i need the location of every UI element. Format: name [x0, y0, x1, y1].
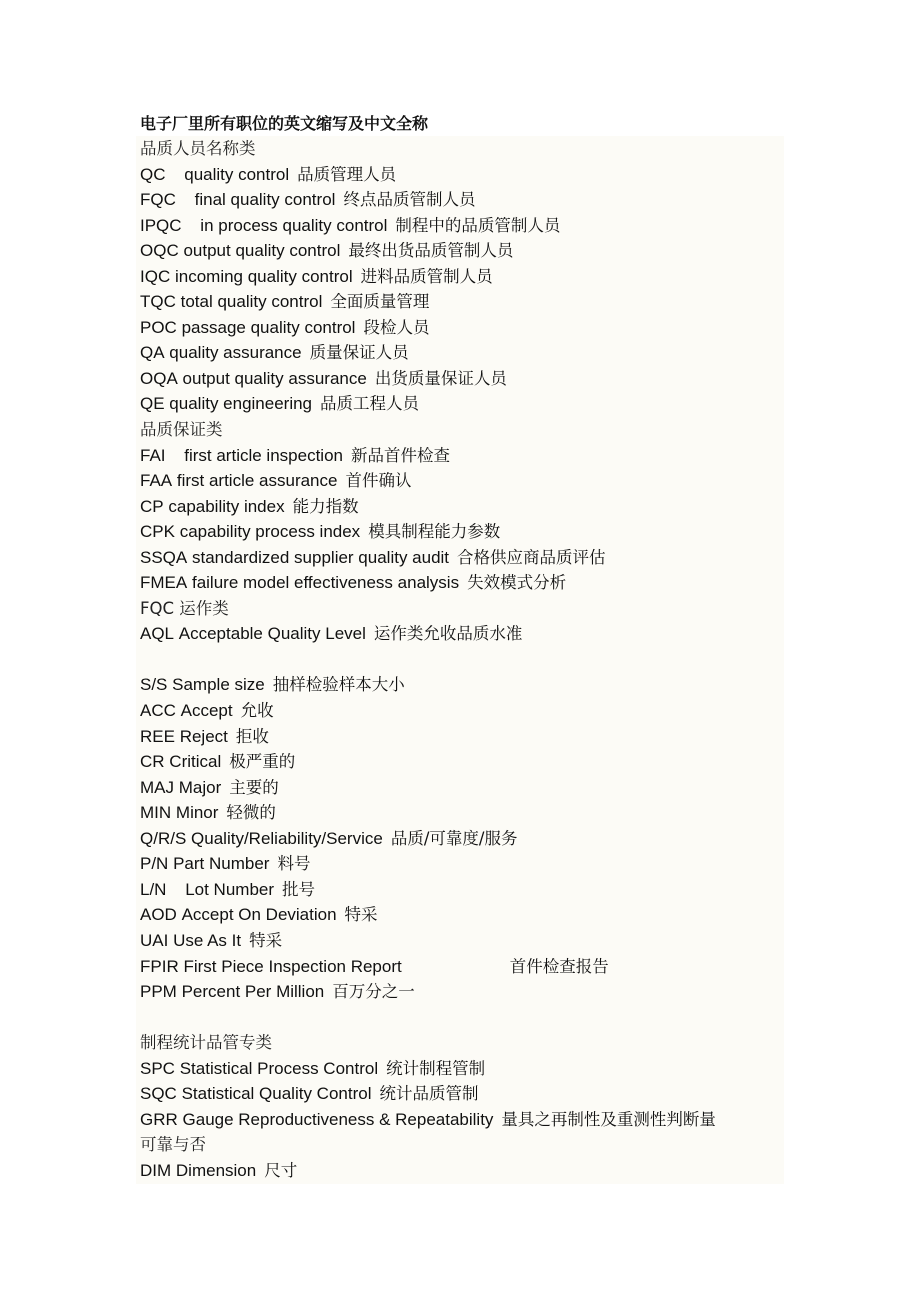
glossary-entry — [140, 851, 782, 877]
glossary-entry — [140, 570, 782, 596]
entry-abbreviation: QE — [140, 394, 165, 414]
entry-chinese: 制程中的品质管制人员 — [395, 215, 561, 235]
glossary-entry — [140, 213, 782, 239]
entry-english: quality engineering — [169, 394, 313, 414]
glossary-entry — [140, 1056, 782, 1082]
glossary-entry — [140, 877, 782, 903]
entry-english: Statistical Process Control — [179, 1058, 379, 1078]
glossary-entry — [140, 187, 782, 213]
entry-abbreviation: Q/R/S — [140, 828, 187, 848]
glossary-entry — [140, 1158, 782, 1184]
entry-english: Use As It — [173, 930, 242, 950]
entry-chinese: 抽样检验样本大小 — [272, 675, 405, 695]
entry-abbreviation: CP — [140, 496, 164, 516]
entry-chinese: 段检人员 — [363, 317, 430, 337]
entry-chinese: 出货质量保证人员 — [374, 368, 507, 388]
glossary-entry — [140, 238, 782, 264]
entry-chinese: 品质管理人员 — [297, 164, 397, 184]
entry-english: Dimension — [175, 1160, 257, 1180]
entry-english: first article inspection — [184, 445, 343, 465]
entry-english: Quality/Reliability/Service — [191, 828, 383, 848]
entry-english: incoming quality control — [174, 266, 353, 286]
entry-abbreviation: AOD — [140, 905, 177, 925]
entry-english: First Piece Inspection Report — [183, 956, 402, 976]
section-heading: 制程统计品管专类 — [140, 1033, 272, 1053]
entry-abbreviation: ACC — [140, 701, 176, 721]
entry-chinese: 首件检查报告 — [509, 956, 609, 976]
entry-chinese: 特采 — [249, 930, 283, 950]
entry-abbreviation: TQC — [140, 292, 176, 312]
entry-english: first article assurance — [176, 471, 338, 491]
entry-abbreviation: MIN — [140, 803, 172, 823]
entry-english: Sample size — [172, 675, 265, 695]
entry-english: Minor — [175, 803, 219, 823]
section-heading: FQC 运作类 — [140, 598, 229, 618]
glossary-entry — [140, 698, 782, 724]
entry-abbreviation: SPC — [140, 1058, 175, 1078]
entry-abbreviation: L/N — [140, 879, 167, 899]
entry-abbreviation: OQC — [140, 241, 179, 261]
entry-english: Reject — [179, 726, 228, 746]
glossary-entry — [140, 315, 782, 341]
entry-chinese: 品质/可靠度/服务 — [390, 828, 518, 848]
entry-english: Lot Number — [185, 879, 275, 899]
entry-chinese: 主要的 — [229, 777, 279, 797]
entry-abbreviation: IQC — [140, 266, 171, 286]
glossary-entry — [140, 519, 782, 545]
entry-english: output quality control — [183, 241, 341, 261]
entry-english: Statistical Quality Control — [181, 1084, 372, 1104]
entry-chinese: 终点品质管制人员 — [343, 190, 476, 210]
entry-abbreviation: REE — [140, 726, 175, 746]
entry-abbreviation: FAI — [140, 445, 166, 465]
entry-abbreviation: IPQC — [140, 215, 182, 235]
entry-english: Gauge Reproductiveness & Repeatability — [182, 1109, 494, 1129]
entry-chinese: 统计制程管制 — [386, 1058, 486, 1078]
entry-english: Acceptable Quality Level — [178, 624, 366, 644]
blank-line — [140, 1005, 782, 1031]
entry-chinese: 百万分之一 — [332, 982, 415, 1002]
entry-abbreviation: QA — [140, 343, 165, 363]
glossary-entry — [140, 902, 782, 928]
entry-english: passage quality control — [181, 317, 356, 337]
entry-abbreviation: PPM — [140, 982, 177, 1002]
glossary-entry — [140, 621, 782, 647]
glossary-entry — [140, 749, 782, 775]
entry-chinese: 模具制程能力参数 — [368, 522, 501, 542]
entry-english: Part Number — [173, 854, 270, 874]
entry-chinese: 运作类允收品质水准 — [373, 624, 523, 644]
entry-chinese: 极严重的 — [229, 752, 296, 772]
glossary-entry — [140, 928, 782, 954]
section-heading: 品质保证类 — [140, 420, 223, 440]
glossary-entry — [140, 724, 782, 750]
entry-chinese: 统计品质管制 — [379, 1084, 479, 1104]
entry-abbreviation: P/N — [140, 854, 169, 874]
entry-english: Accept — [180, 701, 233, 721]
entry-english: final quality control — [194, 190, 336, 210]
entry-english: Percent Per Million — [181, 982, 325, 1002]
entry-chinese: 能力指数 — [292, 496, 359, 516]
entry-chinese: 量具之再制性及重测性判断量 — [501, 1109, 716, 1129]
entry-chinese: 质量保证人员 — [309, 343, 409, 363]
entry-english: output quality assurance — [182, 368, 367, 388]
entry-abbreviation: UAI — [140, 930, 169, 950]
glossary-entry — [140, 954, 782, 980]
entry-chinese: 最终出货品质管制人员 — [348, 241, 514, 261]
entry-abbreviation: OQA — [140, 368, 178, 388]
entry-abbreviation: CR — [140, 752, 165, 772]
entry-chinese: 拒收 — [235, 726, 269, 746]
entry-abbreviation: POC — [140, 317, 177, 337]
entry-abbreviation: CPK — [140, 522, 175, 542]
entry-chinese: 批号 — [282, 879, 316, 899]
entry-english: quality control — [184, 164, 290, 184]
entry-abbreviation: MAJ — [140, 777, 174, 797]
entry-chinese: 料号 — [277, 854, 311, 874]
entry-abbreviation: GRR — [140, 1109, 178, 1129]
section-heading: 可靠与否 — [140, 1135, 206, 1155]
entry-abbreviation: SSQA — [140, 547, 188, 567]
entry-chinese: 品质工程人员 — [320, 394, 420, 414]
glossary-entry — [140, 1107, 782, 1133]
entry-english: capability index — [168, 496, 285, 516]
glossary-entry — [140, 468, 782, 494]
entry-chinese: 进料品质管制人员 — [360, 266, 493, 286]
glossary-entry — [140, 289, 782, 315]
section-heading: 品质人员名称类 — [140, 139, 256, 158]
entry-chinese: 尺寸 — [264, 1160, 298, 1180]
entry-abbreviation: FMEA — [140, 573, 188, 593]
glossary-entry — [140, 1081, 782, 1107]
entry-chinese: 特采 — [344, 905, 378, 925]
entry-abbreviation: FPIR — [140, 956, 179, 976]
entry-english: Accept On Deviation — [181, 905, 337, 925]
entry-abbreviation: S/S — [140, 675, 168, 695]
entry-english: capability process index — [179, 522, 361, 542]
entry-chinese: 全面质量管理 — [330, 292, 430, 312]
entry-english: Major — [178, 777, 222, 797]
entry-abbreviation: FQC — [140, 190, 176, 210]
entry-chinese: 合格供应商品质评估 — [457, 547, 606, 567]
glossary-entry — [140, 366, 782, 392]
entry-chinese: 轻微的 — [226, 803, 276, 823]
glossary-entry — [140, 800, 782, 826]
entry-chinese: 新品首件检查 — [350, 445, 450, 465]
entry-chinese: 失效模式分析 — [467, 573, 567, 593]
entry-english: quality assurance — [169, 343, 302, 363]
entry-abbreviation: QC — [140, 164, 166, 184]
entry-english: failure model effectiveness analysis — [191, 573, 460, 593]
entry-english: Critical — [169, 752, 222, 772]
glossary-entry — [140, 672, 782, 698]
glossary-list — [140, 136, 782, 1183]
glossary-entry — [140, 545, 782, 571]
glossary-entry — [140, 775, 782, 801]
glossary-entry — [140, 443, 782, 469]
glossary-entry — [140, 979, 782, 1005]
glossary-entry — [140, 264, 782, 290]
entry-english: in process quality control — [200, 215, 388, 235]
entry-chinese: 首件确认 — [345, 471, 412, 491]
entry-abbreviation: AQL — [140, 624, 175, 644]
entry-abbreviation: SQC — [140, 1084, 177, 1104]
glossary-entry — [140, 162, 782, 188]
document-title: 电子厂里所有职位的英文缩写及中文全称 — [140, 114, 429, 133]
glossary-entry — [140, 494, 782, 520]
entry-abbreviation: FAA — [140, 471, 173, 491]
blank-line — [140, 647, 782, 673]
entry-english: standardized supplier quality audit — [191, 547, 450, 567]
glossary-entry — [140, 340, 782, 366]
entry-english: total quality control — [180, 292, 323, 312]
glossary-entry — [140, 826, 782, 852]
entry-chinese: 允收 — [240, 701, 274, 721]
glossary-entry — [140, 391, 782, 417]
entry-abbreviation: DIM — [140, 1160, 172, 1180]
